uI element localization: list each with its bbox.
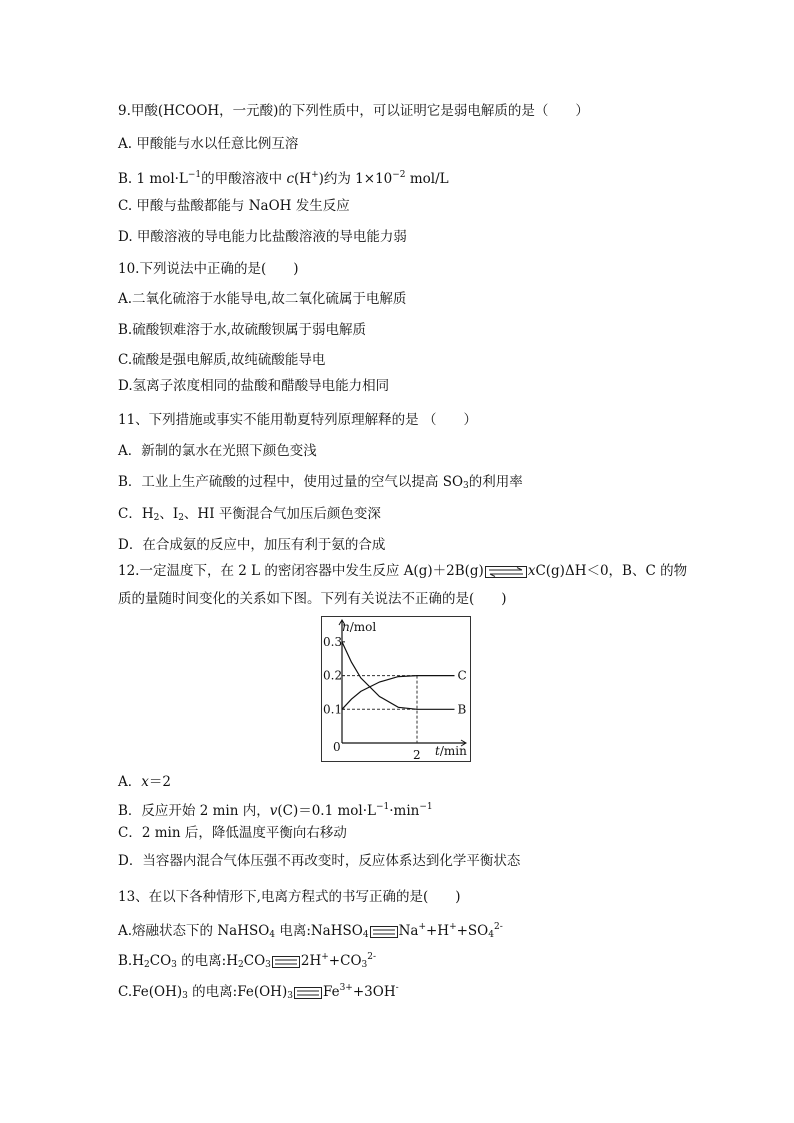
origin-label: 0: [333, 740, 341, 754]
y-tick-label: 0.1: [323, 702, 343, 717]
q9-option-d: D. 甲酸溶液的导电能力比盐酸溶液的导电能力弱: [118, 229, 407, 245]
equilibrium-arrow-icon: [370, 926, 398, 938]
q13-option-c: $C.Fe(OH)_3$ 的电离$:Fe(OH)_3$ $Fe^{3+}+3OH^-$: [118, 983, 399, 1001]
q12-stem-line2: 质的量随时间变化的关系如下图。下列有关说法不正确的是( ): [118, 591, 507, 607]
q10-stem: 10.下列说法中正确的是( ): [118, 261, 299, 277]
q12-option-b: B．反应开始 2 min 内，v(C)＝0.1 $mol\cdot L^{-1}\cdot\min^{-1}$: [118, 802, 433, 819]
q12-option-a: A．x＝2: [118, 774, 171, 790]
series-B-label: B: [457, 702, 467, 717]
y-axis-label: n/mol: [342, 620, 377, 634]
q12-stem-line1: 12.一定温度下，在 2 L 的密闭容器中发生反应 A(g)＋2B(g) xC(g)ΔH＜0，B、C 的物: [118, 563, 688, 579]
q12-option-c: C．2 min 后，降低温度平衡向右移动: [118, 825, 347, 841]
q11-option-a: A．新制的氯水在光照下颜色变浅: [118, 443, 317, 459]
q10-option-b: B.硫酸钡难溶于水,故硫酸钡属于弱电解质: [118, 322, 367, 338]
q12-option-d: D．当容器内混合气体压强不再改变时，反应体系达到化学平衡状态: [118, 853, 521, 869]
x-tick-label: 2: [413, 748, 421, 761]
q11-option-b: B．工业上生产硫酸的过程中，使用过量的空气以提高 $SO_3$的利用率: [118, 474, 523, 491]
q13-stem: 13、在以下各种情形下,电离方程式的书写正确的是( ): [118, 889, 461, 905]
q10-option-a: A.二氧化硫溶于水能导电,故二氧化硫属于电解质: [118, 291, 407, 307]
q10-option-d: D.氢离子浓度相同的盐酸和醋酸导电能力相同: [118, 378, 390, 394]
chart-svg: [322, 617, 470, 761]
q9-option-a: A. 甲酸能与水以任意比例互溶: [118, 136, 299, 152]
q9-stem: 9.甲酸(HCOOH，一元酸)的下列性质中，可以证明它是弱电解质的是（ ）: [118, 103, 589, 119]
y-tick-label: 0.3: [323, 634, 343, 649]
q13-option-b: $B.H_2CO_3$ 的电离$:H_2CO_3$ $2H^++CO_3^{2-}$: [118, 952, 377, 970]
equilibrium-arrow-icon: [294, 987, 322, 999]
q11-stem: 11、下列措施或事实不能用勒夏特列原理解释的是 （ ）: [118, 412, 477, 428]
q10-option-c: C.硫酸是强电解质,故纯硫酸能导电: [118, 352, 326, 368]
q13-option-a: A.熔融状态下的 NaHSO$_4$ 电离:NaHSO$_4$ $Na^++H^++SO_4^{2-}$: [118, 922, 503, 940]
q9-option-b: B. 1 $mol\cdot L^{-1}$的甲酸溶液中 c(H+)约为 $1\times 10^{-2}$ mol/L: [118, 170, 449, 187]
equilibrium-arrow-icon: [485, 566, 527, 578]
series-C-label: C: [457, 668, 467, 683]
series-C-line: [342, 676, 455, 710]
x-axis-label: t/min: [435, 744, 467, 758]
y-tick-label: 0.2: [323, 668, 343, 683]
q11-option-d: D．在合成氨的反应中，加压有利于氨的合成: [118, 537, 386, 553]
q11-option-c: C．$H_2$、$I_2$、HI 平衡混合气加压后颜色变深: [118, 506, 381, 523]
moles-vs-time-chart: [321, 616, 471, 762]
q9-option-c: C. 甲酸与盐酸都能与 NaOH 发生反应: [118, 198, 350, 214]
equilibrium-arrow-icon: [272, 956, 300, 968]
